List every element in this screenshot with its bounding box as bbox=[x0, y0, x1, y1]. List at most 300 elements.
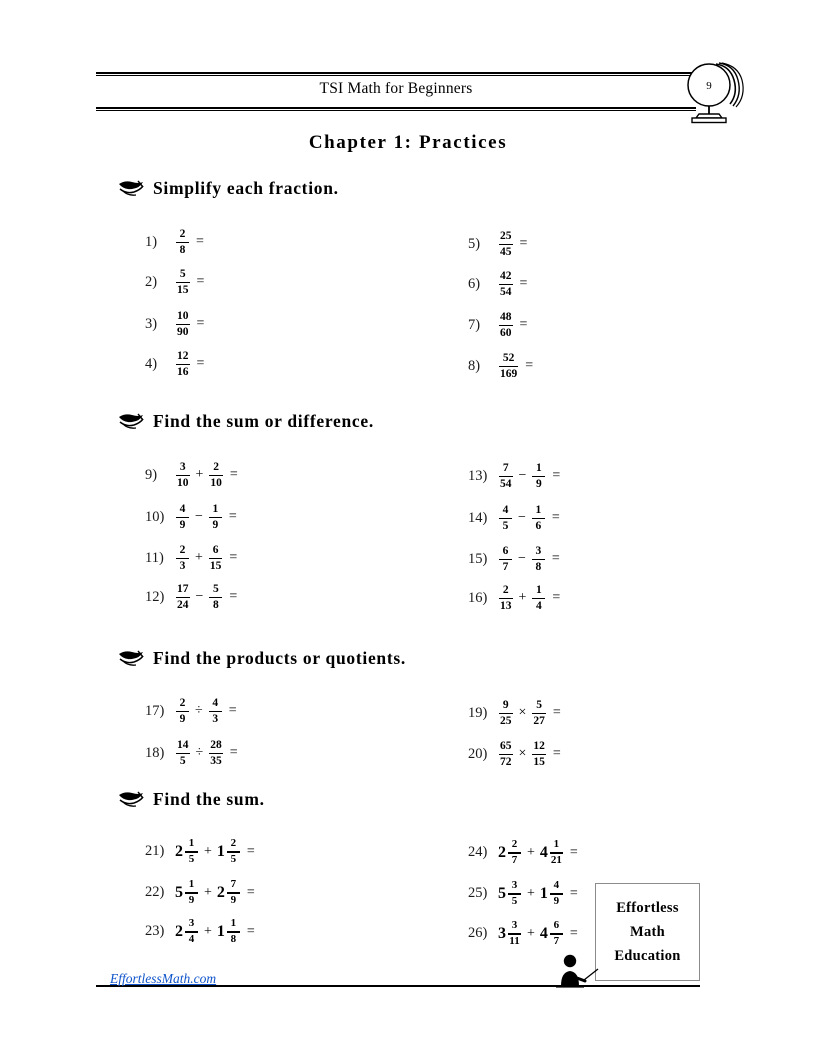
question-item bbox=[468, 740, 561, 769]
whole-part: 2 bbox=[175, 842, 183, 860]
fraction bbox=[499, 270, 513, 299]
fraction-bar bbox=[532, 713, 546, 715]
equals-sign: = bbox=[552, 746, 561, 762]
page-header bbox=[96, 72, 696, 114]
equals-sign: = bbox=[229, 745, 238, 761]
whole-part: 1 bbox=[216, 922, 225, 940]
fraction-denominator: 7 bbox=[502, 561, 509, 574]
fraction-denominator: 13 bbox=[500, 600, 512, 613]
fraction bbox=[209, 583, 222, 612]
fraction-numerator: 3 bbox=[179, 461, 186, 473]
fraction bbox=[508, 880, 521, 908]
operator-symbol: ÷ bbox=[195, 703, 203, 719]
fraction bbox=[176, 461, 190, 490]
fraction-bar bbox=[499, 598, 513, 600]
fraction-denominator: 8 bbox=[179, 244, 186, 257]
question-number: 16) bbox=[468, 589, 488, 606]
logo-line-2: Math bbox=[629, 923, 666, 940]
question-item bbox=[468, 311, 527, 340]
fraction-bar bbox=[499, 325, 513, 327]
operator-symbol: + bbox=[527, 885, 535, 901]
question-expression bbox=[498, 352, 533, 381]
fraction-bar bbox=[176, 517, 189, 519]
question-item bbox=[468, 699, 561, 728]
fraction bbox=[176, 583, 190, 612]
fraction-denominator: 15 bbox=[177, 284, 189, 297]
fraction-numerator: 1 bbox=[536, 462, 542, 474]
fraction bbox=[499, 584, 513, 613]
question-expression bbox=[498, 740, 561, 769]
question-expression bbox=[175, 350, 204, 379]
question-number: 2) bbox=[145, 273, 158, 290]
question-item bbox=[145, 879, 255, 907]
section-heading-text: Find the sum. bbox=[153, 789, 265, 809]
fraction-denominator: 5 bbox=[511, 894, 518, 907]
fraction-numerator: 2 bbox=[179, 697, 186, 709]
question-number: 12) bbox=[145, 588, 165, 605]
fraction-bar bbox=[176, 282, 190, 284]
equals-sign: = bbox=[551, 551, 560, 567]
fraction-denominator: 21 bbox=[550, 853, 562, 866]
fraction-denominator: 27 bbox=[533, 715, 545, 728]
question-expression bbox=[175, 879, 255, 907]
operator-symbol: × bbox=[518, 705, 527, 721]
fraction-denominator: 9 bbox=[230, 893, 237, 906]
fraction-bar bbox=[176, 364, 190, 366]
fraction-numerator: 17 bbox=[177, 583, 189, 595]
fraction-denominator: 60 bbox=[500, 327, 512, 340]
fraction-numerator: 3 bbox=[188, 917, 195, 929]
operator-symbol: + bbox=[204, 923, 212, 939]
operator-symbol: ÷ bbox=[195, 745, 204, 761]
equals-sign: = bbox=[519, 317, 528, 333]
question-item bbox=[145, 739, 238, 768]
fraction bbox=[227, 838, 240, 866]
fraction-denominator: 4 bbox=[536, 600, 542, 613]
equals-sign: = bbox=[196, 274, 205, 290]
mixed-number bbox=[498, 920, 522, 948]
fraction-numerator: 1 bbox=[553, 838, 560, 850]
fraction-denominator: 15 bbox=[209, 560, 222, 573]
operator-symbol: − bbox=[518, 551, 526, 567]
fraction-denominator: 169 bbox=[500, 368, 518, 381]
fraction-bar bbox=[176, 558, 189, 560]
fraction-numerator: 2 bbox=[213, 461, 220, 473]
fraction-numerator: 42 bbox=[500, 270, 512, 282]
operator-symbol: + bbox=[195, 467, 204, 483]
whole-part: 5 bbox=[175, 883, 183, 901]
fraction-denominator: 10 bbox=[210, 477, 222, 490]
fraction-numerator: 2 bbox=[511, 838, 518, 850]
fraction-numerator: 3 bbox=[511, 879, 518, 891]
question-expression bbox=[175, 461, 238, 490]
fraction-denominator: 9 bbox=[212, 519, 219, 532]
fraction-denominator: 9 bbox=[179, 713, 186, 726]
question-item bbox=[468, 504, 560, 533]
operator-symbol: + bbox=[527, 925, 535, 941]
question-number: 9) bbox=[145, 466, 158, 483]
section-heading bbox=[118, 789, 265, 810]
section-heading bbox=[118, 411, 374, 432]
fraction-numerator: 9 bbox=[502, 699, 509, 711]
fraction-numerator: 6 bbox=[212, 544, 219, 556]
question-item bbox=[468, 270, 527, 299]
fraction-numerator: 48 bbox=[500, 311, 512, 323]
operator-symbol: − bbox=[518, 468, 527, 484]
fraction-bar bbox=[532, 518, 545, 520]
question-number: 19) bbox=[468, 704, 488, 721]
question-expression bbox=[498, 270, 527, 299]
question-item bbox=[468, 545, 560, 574]
equals-sign: = bbox=[246, 843, 255, 859]
fraction-bar bbox=[499, 244, 513, 246]
fraction-denominator: 5 bbox=[502, 520, 509, 533]
question-item bbox=[145, 838, 255, 866]
fraction bbox=[185, 918, 198, 946]
fraction-numerator: 2 bbox=[230, 837, 237, 849]
fraction-bar bbox=[532, 476, 545, 478]
equals-sign: = bbox=[525, 358, 534, 374]
fraction bbox=[176, 739, 190, 768]
fraction bbox=[209, 739, 223, 768]
fraction bbox=[176, 697, 189, 726]
operator-symbol: × bbox=[518, 746, 527, 762]
fraction bbox=[227, 879, 240, 907]
fraction-bar bbox=[209, 753, 223, 755]
question-number: 17) bbox=[145, 702, 165, 719]
fraction-bar bbox=[499, 713, 513, 715]
fraction bbox=[550, 920, 563, 948]
quill-pen-icon bbox=[118, 180, 144, 197]
equals-sign: = bbox=[229, 589, 238, 605]
fraction-numerator: 2 bbox=[179, 544, 186, 556]
fraction-bar bbox=[176, 711, 189, 713]
whole-part: 4 bbox=[539, 843, 548, 861]
fraction-numerator: 1 bbox=[230, 917, 237, 929]
fraction-denominator: 4 bbox=[188, 932, 195, 945]
question-expression bbox=[498, 920, 578, 948]
question-expression bbox=[498, 880, 578, 908]
mixed-number bbox=[498, 839, 522, 867]
fraction-denominator: 16 bbox=[177, 366, 189, 379]
fraction-denominator: 45 bbox=[500, 246, 512, 259]
quill-pen-icon bbox=[118, 650, 144, 667]
fraction-denominator: 11 bbox=[509, 934, 520, 947]
whole-part: 2 bbox=[175, 922, 183, 940]
question-item bbox=[468, 880, 578, 908]
fraction bbox=[508, 920, 521, 948]
fraction bbox=[209, 697, 222, 726]
logo-line-1: Effortless bbox=[616, 899, 679, 916]
question-number: 5) bbox=[468, 235, 481, 252]
header-rule-top bbox=[96, 72, 696, 76]
equals-sign: = bbox=[519, 276, 528, 292]
fraction-denominator: 7 bbox=[553, 934, 560, 947]
fraction-numerator: 2 bbox=[502, 584, 509, 596]
question-expression bbox=[175, 544, 237, 573]
question-number: 23) bbox=[145, 923, 165, 940]
question-expression bbox=[498, 462, 560, 491]
question-number: 7) bbox=[468, 316, 481, 333]
mixed-number bbox=[540, 880, 564, 908]
whole-part: 5 bbox=[498, 884, 506, 902]
question-item bbox=[145, 697, 237, 726]
mixed-number bbox=[217, 918, 241, 946]
mixed-number bbox=[175, 838, 199, 866]
fraction-denominator: 3 bbox=[179, 560, 186, 573]
fraction-denominator: 5 bbox=[188, 852, 195, 865]
question-expression bbox=[175, 503, 237, 532]
question-expression bbox=[175, 739, 238, 768]
fraction-denominator: 9 bbox=[536, 478, 542, 491]
globe-icon bbox=[672, 60, 748, 126]
fraction bbox=[550, 839, 563, 867]
question-expression bbox=[175, 268, 204, 297]
fraction-denominator: 15 bbox=[533, 756, 545, 769]
fraction-numerator: 2 bbox=[179, 228, 186, 240]
fraction-denominator: 72 bbox=[500, 756, 512, 769]
fraction-numerator: 4 bbox=[553, 879, 560, 891]
question-item bbox=[145, 268, 204, 297]
operator-symbol: − bbox=[195, 509, 203, 525]
fraction-numerator: 14 bbox=[177, 739, 189, 751]
page-number: 9 bbox=[706, 80, 712, 92]
fraction-numerator: 10 bbox=[177, 310, 189, 322]
fraction-numerator: 1 bbox=[536, 584, 542, 596]
fraction-numerator: 4 bbox=[502, 504, 509, 516]
mixed-number bbox=[217, 838, 241, 866]
operator-symbol: − bbox=[518, 510, 526, 526]
question-expression bbox=[498, 504, 560, 533]
question-number: 25) bbox=[468, 885, 488, 902]
question-expression bbox=[175, 583, 237, 612]
fraction-numerator: 7 bbox=[230, 878, 237, 890]
question-number: 22) bbox=[145, 884, 165, 901]
question-number: 15) bbox=[468, 550, 488, 567]
equals-sign: = bbox=[569, 844, 578, 860]
fraction bbox=[227, 918, 240, 946]
fraction bbox=[499, 230, 513, 259]
fraction-numerator: 12 bbox=[533, 740, 545, 752]
question-number: 21) bbox=[145, 843, 165, 860]
fraction bbox=[209, 544, 223, 573]
question-item bbox=[468, 839, 578, 867]
fraction-numerator: 1 bbox=[188, 837, 195, 849]
fraction-numerator: 6 bbox=[502, 545, 509, 557]
fraction-numerator: 5 bbox=[179, 268, 186, 280]
fraction-numerator: 5 bbox=[213, 583, 219, 595]
fraction bbox=[532, 740, 546, 769]
fraction-bar bbox=[499, 754, 513, 756]
fraction-numerator: 1 bbox=[188, 878, 195, 890]
fraction-bar bbox=[499, 559, 512, 561]
fraction-numerator: 4 bbox=[212, 697, 219, 709]
question-expression bbox=[498, 311, 527, 340]
fraction-denominator: 10 bbox=[177, 477, 189, 490]
operator-symbol: + bbox=[518, 590, 527, 606]
fraction-denominator: 24 bbox=[177, 599, 189, 612]
question-number: 11) bbox=[145, 549, 164, 566]
fraction-numerator: 6 bbox=[553, 919, 560, 931]
question-expression bbox=[498, 839, 578, 867]
fraction-bar bbox=[499, 366, 518, 368]
page-title: Chapter 1: Practices bbox=[308, 132, 508, 153]
fraction bbox=[209, 503, 222, 532]
fraction-denominator: 54 bbox=[500, 478, 512, 491]
fraction-denominator: 25 bbox=[500, 715, 512, 728]
fraction-bar bbox=[176, 324, 190, 326]
question-item bbox=[145, 503, 237, 532]
fraction-bar bbox=[499, 284, 513, 286]
fraction bbox=[499, 504, 512, 533]
whole-part: 1 bbox=[216, 842, 225, 860]
question-expression bbox=[498, 584, 560, 613]
fraction-denominator: 9 bbox=[553, 894, 560, 907]
question-expression bbox=[498, 699, 561, 728]
question-number: 6) bbox=[468, 275, 481, 292]
fraction-numerator: 28 bbox=[210, 739, 222, 751]
logo-line-3: Education bbox=[614, 947, 681, 964]
fraction-numerator: 25 bbox=[500, 230, 512, 242]
equals-sign: = bbox=[228, 509, 237, 525]
equals-sign: = bbox=[246, 884, 255, 900]
question-number: 3) bbox=[145, 315, 158, 332]
mixed-number bbox=[540, 839, 564, 867]
fraction-denominator: 9 bbox=[179, 519, 186, 532]
question-item bbox=[468, 352, 533, 381]
equals-sign: = bbox=[228, 703, 237, 719]
section-heading bbox=[118, 178, 339, 199]
equals-sign: = bbox=[196, 316, 205, 332]
quill-pen-icon bbox=[118, 413, 144, 430]
fraction bbox=[176, 503, 189, 532]
fraction-numerator: 52 bbox=[502, 352, 515, 364]
equals-sign: = bbox=[246, 923, 255, 939]
mixed-number bbox=[540, 920, 564, 948]
fraction-denominator: 35 bbox=[210, 755, 222, 768]
fraction-bar bbox=[176, 242, 189, 244]
equals-sign: = bbox=[552, 590, 561, 606]
question-expression bbox=[175, 697, 237, 726]
whole-part: 1 bbox=[539, 884, 548, 902]
fraction bbox=[209, 461, 223, 490]
fraction bbox=[508, 839, 521, 867]
fraction-bar bbox=[209, 558, 223, 560]
question-number: 26) bbox=[468, 925, 488, 942]
fraction bbox=[176, 350, 190, 379]
fraction-numerator: 65 bbox=[500, 740, 512, 752]
question-expression bbox=[175, 918, 255, 946]
fraction bbox=[185, 879, 198, 907]
fraction-denominator: 7 bbox=[511, 853, 518, 866]
fraction-bar bbox=[209, 475, 223, 477]
fraction bbox=[499, 740, 513, 769]
fraction bbox=[499, 311, 513, 340]
question-expression bbox=[175, 228, 204, 257]
fraction-denominator: 6 bbox=[535, 520, 542, 533]
question-item bbox=[145, 350, 204, 379]
fraction-denominator: 90 bbox=[177, 326, 189, 339]
fraction-denominator: 5 bbox=[179, 755, 186, 768]
fraction bbox=[532, 545, 545, 574]
fraction bbox=[532, 584, 545, 613]
equals-sign: = bbox=[196, 234, 204, 250]
fraction bbox=[499, 352, 518, 381]
fraction-numerator: 7 bbox=[502, 462, 509, 474]
question-item bbox=[145, 918, 255, 946]
fraction-bar bbox=[209, 597, 222, 599]
question-expression bbox=[175, 838, 255, 866]
fraction bbox=[499, 462, 513, 491]
fraction-denominator: 54 bbox=[500, 286, 512, 299]
fraction bbox=[176, 544, 189, 573]
fraction-bar bbox=[176, 753, 190, 755]
fraction-denominator: 5 bbox=[230, 852, 237, 865]
equals-sign: = bbox=[229, 550, 238, 566]
fraction-bar bbox=[499, 476, 513, 478]
fraction bbox=[499, 699, 513, 728]
fraction-bar bbox=[532, 598, 545, 600]
effortlessmath-link[interactable]: EffortlessMath.com bbox=[110, 971, 217, 986]
fraction-bar bbox=[499, 518, 512, 520]
question-item bbox=[145, 461, 238, 490]
question-item bbox=[145, 310, 204, 339]
section-heading-text: Simplify each fraction. bbox=[153, 178, 339, 198]
equals-sign: = bbox=[569, 885, 578, 901]
question-number: 24) bbox=[468, 844, 488, 861]
fraction bbox=[532, 504, 545, 533]
fraction bbox=[176, 268, 190, 297]
operator-symbol: + bbox=[204, 884, 212, 900]
equals-sign: = bbox=[196, 356, 205, 372]
fraction-numerator: 4 bbox=[179, 503, 186, 515]
header-rule-bottom bbox=[96, 107, 696, 111]
fraction-bar bbox=[209, 517, 222, 519]
mixed-number bbox=[175, 879, 199, 907]
equals-sign: = bbox=[569, 925, 578, 941]
equals-sign: = bbox=[552, 705, 561, 721]
fraction-bar bbox=[532, 559, 545, 561]
fraction bbox=[185, 838, 198, 866]
operator-symbol: + bbox=[204, 843, 212, 859]
fraction-bar bbox=[209, 711, 222, 713]
fraction-denominator: 8 bbox=[535, 561, 542, 574]
equals-sign: = bbox=[552, 468, 561, 484]
equals-sign: = bbox=[229, 467, 238, 483]
operator-symbol: + bbox=[195, 550, 203, 566]
question-item bbox=[145, 544, 237, 573]
fraction bbox=[532, 699, 546, 728]
whole-part: 3 bbox=[498, 924, 506, 942]
running-title: TSI Math for Beginners bbox=[319, 80, 473, 97]
mixed-number bbox=[175, 918, 199, 946]
fraction-numerator: 12 bbox=[177, 350, 189, 362]
question-expression bbox=[175, 310, 204, 339]
section-heading-text: Find the products or quotients. bbox=[153, 648, 406, 668]
fraction-numerator: 1 bbox=[212, 503, 219, 515]
section-heading bbox=[118, 648, 406, 669]
fraction-bar bbox=[176, 597, 190, 599]
fraction bbox=[532, 462, 545, 491]
question-item bbox=[468, 230, 527, 259]
fraction-bar bbox=[176, 475, 190, 477]
question-item bbox=[145, 583, 237, 612]
question-expression bbox=[498, 230, 527, 259]
fraction-numerator: 3 bbox=[511, 919, 518, 931]
whole-part: 4 bbox=[539, 924, 548, 942]
operator-symbol: + bbox=[527, 844, 535, 860]
fraction bbox=[176, 228, 189, 257]
